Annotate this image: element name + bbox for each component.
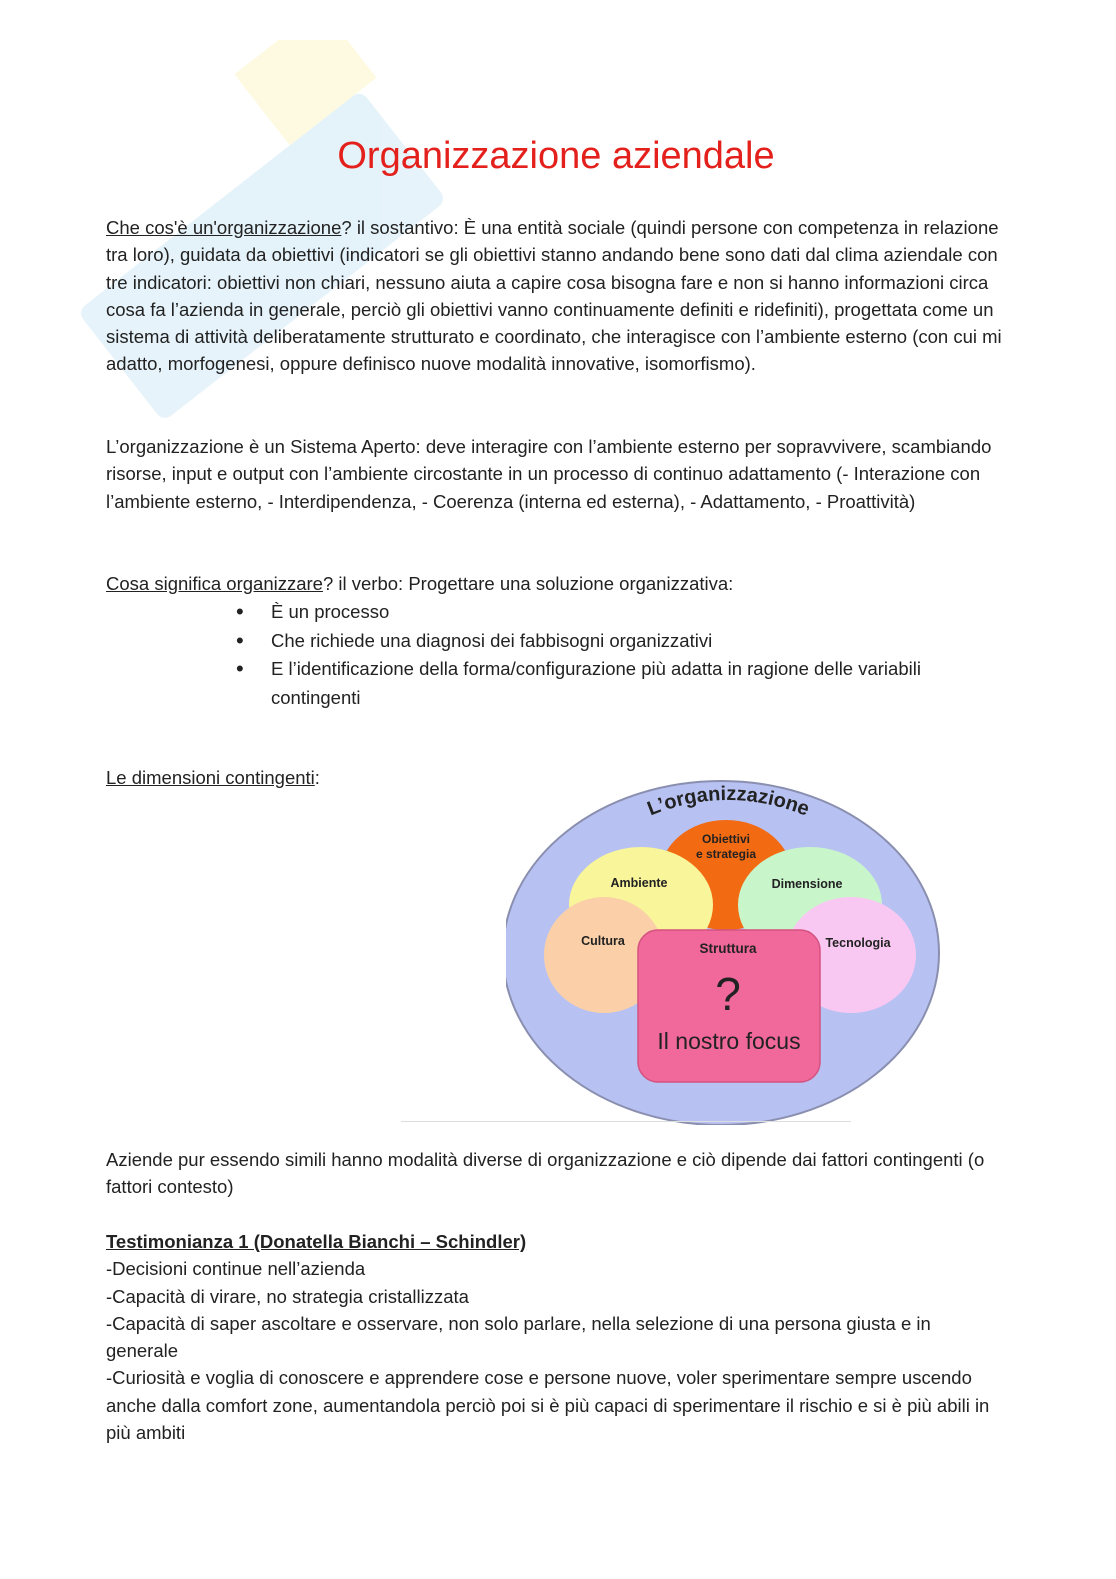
definition-text: ? il sostantivo: È una entità sociale (quindi persone con competenza in relazione tra loro), guidata da obiettivi (indicatori se gli obiettivi stanno andando bene sono dati dal clima aziendale con tre indicatori: obiettivi non chiari, nessuno aiuta a capire cosa bisogna fare e non si hanno informazioni circa cosa fa l’azienda in generale, perciò gli obiettivi vanno continuamente definiti e ridefiniti), progettata come un sistema di attività deliberatamente strutturato e coordinato, che interagisce con l’ambiente esterno (con cui mi adatto, morfogenesi, oppure definisco nuove modalità innovative, isomorfismo).	[106, 217, 1002, 375]
divider	[401, 1121, 851, 1122]
bullet-list	[236, 598, 1006, 712]
dimensions-lead: Le dimensioni contingenti	[106, 767, 315, 788]
ambiente-label: Ambiente	[610, 876, 668, 890]
focus-label: Il nostro focus	[657, 1028, 801, 1054]
definition-lead: Che cos'è un'organizzazione	[106, 217, 342, 238]
organize-text: ? il verbo: Progettare una soluzione organizzativa:	[322, 573, 734, 594]
dimensions-colon: :	[314, 767, 320, 788]
paragraph-definition	[106, 214, 1006, 378]
testimony-line: -Curiosità e voglia di conoscere e apprendere cose e persone nuove, voler sperimentare sempre uscendo anche dalla comfort zone, aumentandola perciò poi si è più capaci di sperimentare il rischio e si è più abili in più ambiti	[106, 1367, 990, 1444]
question-mark: ?	[715, 968, 741, 1020]
organization-diagram	[506, 765, 956, 1125]
list-item: • È un processo	[236, 598, 1006, 627]
page-title: Organizzazione aziendale	[337, 135, 775, 177]
cultura-label: Cultura	[581, 934, 625, 948]
testimony-line: -Capacità di saper ascoltare e osservare, non solo parlare, nella selezione di una persona giusta e in generale	[106, 1312, 931, 1362]
list-item: • E l’identificazione della forma/configurazione più adatta in ragione delle variabili contingenti	[236, 655, 1006, 712]
testimony-line: -Capacità di virare, no strategia cristallizzata	[106, 1285, 469, 1307]
testimony-heading: Testimonianza 1 (Donatella Bianchi – Schindler)	[106, 1231, 527, 1252]
organize-lead: Cosa significa organizzare	[106, 573, 323, 594]
tecnologia-label: Tecnologia	[825, 936, 891, 950]
testimony-line: -Decisioni continue nell’azienda	[106, 1258, 366, 1280]
list-item: • Che richiede una diagnosi dei fabbisogni organizzativi	[236, 627, 1006, 656]
diagram-title: L’organizzazione	[644, 782, 813, 821]
paragraph-organize	[106, 570, 1006, 597]
dimensione-label: Dimensione	[771, 877, 843, 891]
paragraph-open-system: L’organizzazione è un Sistema Aperto: deve interagire con l’ambiente esterno per sopravvivere, scambiando risorse, input e output con l’ambiente circostante in un processo di continuo adattamento (- Interazione con l’ambiente esterno, - Interdipendenza, - Coerenza (interna ed esterna), - Adattamento, - Proattività)	[106, 436, 992, 512]
obiettivi-label-1: Obiettivi	[701, 832, 751, 846]
paragraph-contingent-factors: Aziende pur essendo simili hanno modalità diverse di organizzazione e ciò dipende dai fattori contingenti (o fattori contesto)	[106, 1149, 985, 1198]
testimony-section	[106, 1228, 1006, 1446]
obiettivi-label-2: e strategia	[695, 847, 757, 861]
struttura-label: Struttura	[699, 941, 757, 956]
